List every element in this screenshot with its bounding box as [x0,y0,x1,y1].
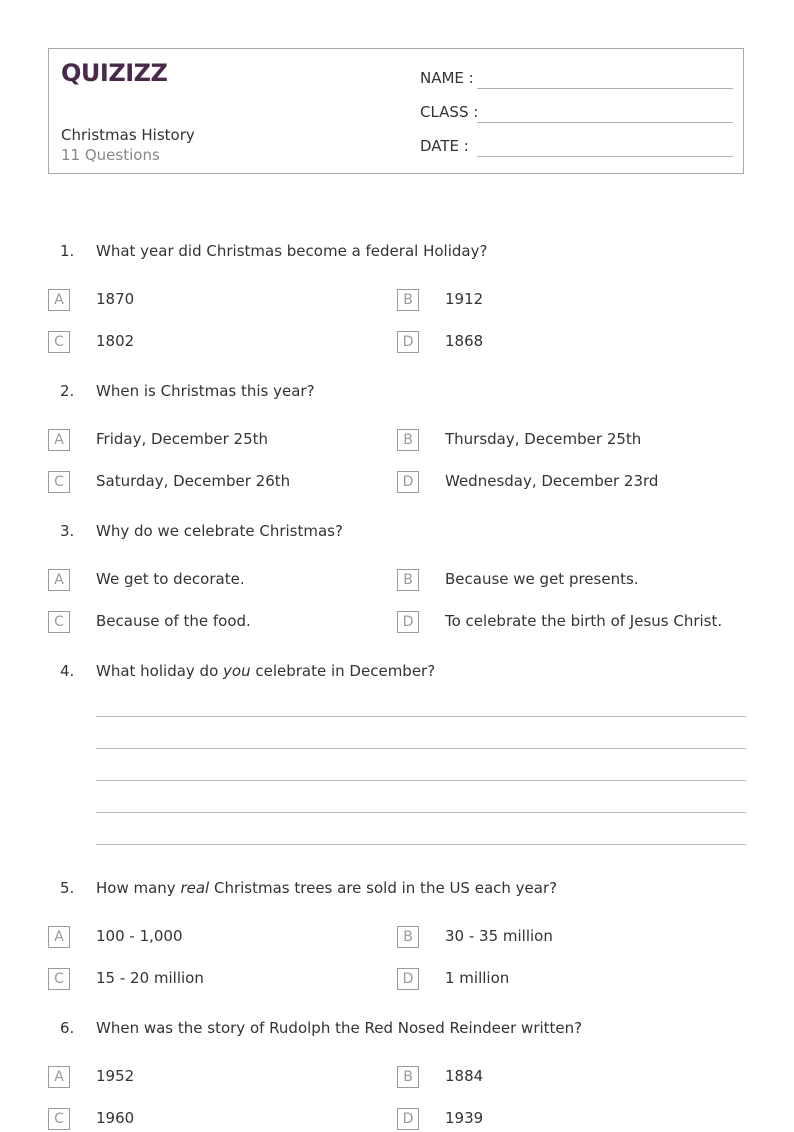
choice-text: Saturday, December 26th [96,472,291,490]
choice-letter-box[interactable]: C [48,968,70,990]
worksheet-title: Christmas History [61,126,195,144]
choice-text: 1884 [445,1067,484,1085]
question-text: When was the story of Rudolph the Red Nosed Reindeer written? [96,1019,583,1037]
choice-text: 1952 [96,1067,135,1085]
name-label: NAME : [420,69,474,87]
question-text: What year did Christmas become a federal Holiday? [96,242,488,260]
question-number: 2. [60,382,75,400]
question-text: How many real Christmas trees are sold in the US each year? [96,879,558,897]
choice-text: Thursday, December 25th [445,430,642,448]
choice-text: 100 - 1,000 [96,927,183,945]
choice-letter-box[interactable]: D [397,611,419,633]
question-number: 4. [60,662,75,680]
choice-letter-box[interactable]: D [397,1108,419,1130]
choice-text: 1868 [445,332,484,350]
date-label: DATE : [420,137,469,155]
name-field[interactable] [420,69,733,91]
choice-letter-box[interactable]: B [397,429,419,451]
choice-letter-box[interactable]: D [397,331,419,353]
choice-letter-box[interactable]: A [48,429,70,451]
choice-letter-box[interactable]: D [397,968,419,990]
choice-letter-box[interactable]: B [397,926,419,948]
choice-letter-box[interactable]: B [397,569,419,591]
choice-text: 1912 [445,290,484,308]
class-line[interactable] [477,122,733,123]
quizizz-logo: QUIZIZZ [61,59,168,87]
choice-text: Because we get presents. [445,570,639,588]
question-text: Why do we celebrate Christmas? [96,522,343,540]
question-text: What holiday do you celebrate in December? [96,662,436,680]
choice-letter-box[interactable]: A [48,569,70,591]
choice-text: 1939 [445,1109,484,1127]
answer-line[interactable] [96,716,746,717]
choice-letter-box[interactable]: C [48,331,70,353]
class-label: CLASS : [420,103,479,121]
choice-text: 1 million [445,969,510,987]
choice-text: 15 - 20 million [96,969,204,987]
answer-line[interactable] [96,780,746,781]
choice-letter-box[interactable]: C [48,471,70,493]
answer-line[interactable] [96,748,746,749]
name-line[interactable] [477,88,733,89]
choice-letter-box[interactable]: A [48,926,70,948]
date-line[interactable] [477,156,733,157]
choice-letter-box[interactable]: B [397,1066,419,1088]
answer-line[interactable] [96,844,746,845]
choice-text: 30 - 35 million [445,927,553,945]
worksheet-header [48,48,744,174]
class-field[interactable] [420,103,733,125]
question-number: 1. [60,242,75,260]
choice-letter-box[interactable]: B [397,289,419,311]
choice-text: 1870 [96,290,135,308]
choice-text: To celebrate the birth of Jesus Christ. [445,612,723,630]
choice-letter-box[interactable]: C [48,611,70,633]
choice-text: Friday, December 25th [96,430,269,448]
choice-letter-box[interactable]: D [397,471,419,493]
question-number: 3. [60,522,75,540]
question-count: 11 Questions [61,146,160,164]
choice-text: We get to decorate. [96,570,245,588]
answer-line[interactable] [96,812,746,813]
question-number: 6. [60,1019,75,1037]
choice-text: Because of the food. [96,612,251,630]
question-number: 5. [60,879,75,897]
date-field[interactable] [420,137,733,159]
choice-text: 1960 [96,1109,135,1127]
choice-letter-box[interactable]: A [48,1066,70,1088]
choice-letter-box[interactable]: A [48,289,70,311]
choice-letter-box[interactable]: C [48,1108,70,1130]
question-text: When is Christmas this year? [96,382,315,400]
choice-text: 1802 [96,332,135,350]
choice-text: Wednesday, December 23rd [445,472,659,490]
